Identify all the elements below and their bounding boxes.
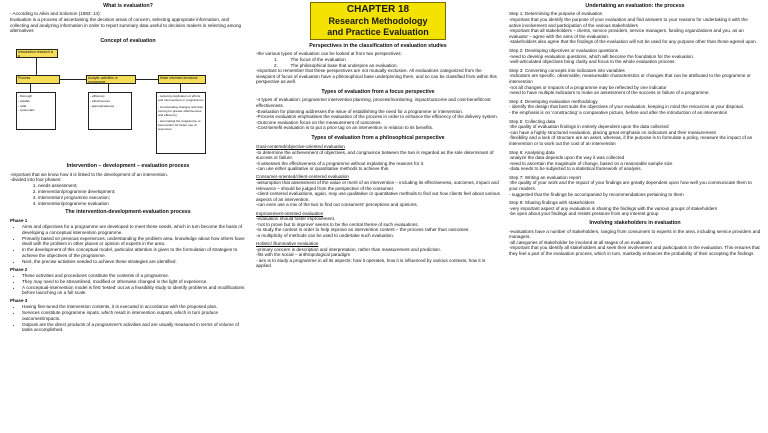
involving-line: -evaluations have a number of stakeholders, ranging from consumers to experts in the area, including service providers and managers. — [509, 228, 761, 240]
perspectives-intro: -the various types of evaluation can be looked at from two perspectives: — [256, 51, 402, 57]
improvement-line: -evaluation should foster improvement. — [256, 216, 336, 222]
focus-line: -Cost-benefit evaluation is to put a price tag on an intervention in relation to its benefits. — [256, 125, 434, 131]
decisions-item: - incorporating changes and then turning for greater effectiveness and efficiency — [158, 104, 204, 117]
improvement-line: -to study the context in order to help improve an intervention content – the process rather than outcomes. — [256, 227, 470, 233]
step-block — [509, 200, 761, 217]
activities-item: - appropriateness — [90, 103, 115, 108]
intervention-line: -divided into four phases: — [10, 177, 62, 183]
focus-line: -Process evaluation emphasises the evaluation of the process in order to enhance the efficiency of the delivery system. — [256, 114, 498, 120]
decisions-item: - reducing duplication of efforts and interventions or programmes — [158, 94, 204, 103]
phase1-title: Phase 1 — [10, 218, 28, 224]
idep-heading: The intervention-development-evaluation process — [65, 209, 191, 216]
diagram-process-list — [16, 92, 56, 130]
step-line: - the emphasis is on 'constructing' a comparative picture, before and after the introduction of an intervention — [509, 109, 728, 115]
step-block — [509, 175, 761, 197]
involving-line: -important that you identify all stakeholders and seek their involvement and participation in the evaluation. This ensures that they feel a part of the evaluation process, which in turn, markedly enhances the probability of their accepting the findings — [509, 245, 760, 256]
diagram-decisions-list — [156, 92, 206, 154]
decisions-item: - terminating the programme or intervention for better use of resources — [158, 119, 201, 132]
step-line: -indicators are specific, observable, measureable characteristics or changes that can be attributed to the programme or intervention — [509, 73, 751, 84]
step-block — [509, 11, 761, 45]
activities-item: - efficiency — [90, 94, 105, 99]
holistic-line: -fits with the social – anthropological paradigm — [256, 252, 351, 258]
chapter-number: CHAPTER 18 — [346, 4, 410, 16]
involving-heading: Involving stakeholders in evaluation — [589, 220, 681, 227]
improvement-line: -a multiplicity of methods can be used to undertake such evaluation. — [256, 232, 395, 238]
perspectives-note: -important to remember that these perspectives are not mutually exclusive. All evaluations categorized from the viewpoint of focus of evaluation have a philosophical base underpinning them, and so can be classified from within this perspective as well. — [256, 68, 497, 85]
philosophical-heading: Types of evaluation from a philosophical perspective — [311, 135, 445, 142]
process-item: - valid — [18, 103, 27, 108]
step-line: -the quality of your work and the impact of your findings are greatly dependent upon how well you communicate them to your readers. — [509, 180, 752, 192]
phase2-item: • They may need to be streamlined, modified or otherwise changed in the light of experience. — [22, 279, 246, 285]
phase1-item: • Next, the precise activities needed to achieve these strategies are identified. — [22, 259, 246, 265]
step-line: -need to develop evaluation questions, which will become the foundation for the evaluation. — [509, 53, 695, 59]
phase2-item: • A conceptual-intervention model is first 'tested' out as a feasibility study to identify problems and modifications before launching on a full scale. — [22, 285, 246, 296]
step-block — [509, 150, 761, 172]
focus-line: -Evaluation for planning addresses the issue of establishing the need for a programme or intervention. — [256, 108, 464, 114]
phase3-item: • Outputs are the direct products of a programme's activities and are usually measured in terms of volume of tasks accomplished. — [22, 322, 246, 333]
process-item: - thorough — [18, 94, 33, 99]
step-line: -well-articulated objectives bring clarity and focus to the whole evaluation process. — [509, 59, 676, 65]
step-line: -important that you identify the purpose of your evaluation and find answers to your reasons for undertaking it with the active involvement and participation of the various stakeholders — [509, 17, 748, 28]
step-line: - identify the design that best suits the objectives of your evaluation, keeping in mind the resources at your disposal. — [509, 104, 744, 110]
process-item: - systematic — [18, 108, 35, 113]
phase-item: 4. intervention/programme evaluation — [38, 201, 246, 207]
phase-item: 1. needs assessment; — [38, 183, 246, 189]
step-line: -data needs to be subjected to a statistical framework of analysis. — [509, 166, 642, 172]
step-line: -be open about your findings and resists pressure from any interest group — [509, 211, 659, 217]
goal-line: -to determine the achievement of objectives, and congruence between the two is regarded as the sole determinant of success or failure. — [256, 149, 494, 161]
improvement-line: -'not to prove but to improve' seems to be the central theme of such evaluations. — [256, 221, 419, 227]
perspectives-item: 2. The philosophical base that underpins an evaluation. — [274, 62, 398, 68]
phase3-list — [10, 304, 246, 333]
process-item: - reliable — [18, 98, 30, 103]
perspectives-item: 1. The focus of the evaluation — [274, 57, 346, 63]
holistic-line: -primary concern is description and interpretation, rather than measurement and prediction. — [256, 246, 442, 252]
holistic-title: Holistic/ illuminative evaluation — [256, 240, 319, 246]
concept-diagram — [16, 47, 206, 159]
step-line: -need to ascertain the magnitude of change, based on a reasonable sample size — [509, 160, 673, 166]
focus-heading: Types of evaluation from a focus perspective — [321, 89, 435, 96]
phase1-list — [10, 224, 246, 264]
step-title: Step 6: Analysing data — [509, 149, 555, 155]
step-line: -need to have multiple indicators to make an assessment of the success or failure of a programme. — [509, 90, 710, 96]
phase1-item: • In the development of this conceptual model, particular attention is given to the formulation of strategies to achieve the objectives of the programme. — [22, 247, 246, 258]
what-heading: What is evaluation? — [103, 3, 153, 9]
step-title: Step 1: Determining the purpose of evaluation — [509, 11, 603, 17]
focus-line: -4 types of evaluation: programme/ intervention planning, process/monitoring, impact/outcome and cost-benefit/cost effectiveness. — [256, 97, 491, 109]
activities-item: - effectiveness — [90, 98, 110, 103]
what-line: Evaluation is a process of ascertaining the decision areas of concern, selecting appropriate information, and collecting and analyzing information in order to report summary data useful to decision makers in selecting among alternatives — [10, 17, 242, 34]
consumer-line: -can even use a mix of the two to find out consumers' perceptions and opinions. — [256, 202, 419, 208]
step-title: Step 8: Sharing findings with stakeholders — [509, 200, 595, 206]
process-heading: Undertaking an evaluation: the process — [585, 3, 685, 9]
chapter-title-line: Research Methodology — [328, 15, 428, 26]
step-line: -very important aspect of any evaluation is sharing the findings with the various groups of stakeholders — [509, 205, 718, 211]
intervention-heading: Intervention – development – evaluation process — [66, 163, 190, 170]
phase3-item: • Services constitute programme inputs, which result in intervention outputs, which in turn produce outcomes/impacts. — [22, 310, 246, 321]
step-line: -the quality of evaluation findings in entirely dependent upon the data collected — [509, 124, 669, 130]
diagram-activities-box: Analytic activities or programme — [86, 75, 136, 84]
phase-item: 3. intervention/ programme execution; — [38, 195, 246, 201]
step-title: Step 7: Writing an evaluation report — [509, 174, 581, 180]
step-block — [509, 119, 761, 147]
step-title: Step 5: Collecting data — [509, 118, 556, 124]
phase1-item: • Primarily based on previous experiences, understanding the problem area, knowledge about how others have dealt with the problem in other places or opinion of experts in the area. — [22, 236, 246, 247]
step-line: -important that all stakeholders – clients, service providers, service managers, funding organizations and you, as an evaluator – agree with the aims of the evaluation. — [509, 28, 744, 39]
phase-list — [10, 183, 246, 206]
phase-item: 2. intervention/programme development; — [38, 189, 246, 195]
middle-column — [256, 2, 500, 431]
diagram-process-box: Process — [16, 75, 60, 84]
step-block — [509, 48, 761, 65]
phase2-title: Phase 2 — [10, 266, 28, 272]
diagram-activities-list — [88, 92, 132, 130]
left-column — [10, 2, 246, 431]
consumer-title: Consumer-oriented/client-centered evaluation — [256, 174, 349, 180]
step-line: -analyze the data depends upon the way it was collected — [509, 155, 625, 161]
goal-line: -it assesses the effectiveness of a programme without explaining the reasons for it. — [256, 160, 425, 166]
focus-line: -Outcome evaluation focus on the measurement of outcomes. — [256, 119, 382, 125]
consumer-line: -assumption that assessment of the value or merit of an intervention – including its effectiveness, outcomes, impact and relevance – should be judged from the perspective of the consumer. — [256, 180, 499, 191]
holistic-line: - aim is to study a programme in all its aspects: how it operates, how it is influenced by various contexts, how it is applied. — [256, 257, 486, 269]
step-line: -flexibility and a lack of structure are an asset, whereas, if the purpose is to formulate a policy, measure the impact of an intervention or to work out the cost of an intervention — [509, 135, 753, 146]
right-column — [509, 2, 761, 431]
phase1-item: • Aims and objectives for a programme are developed to meet these needs, which in turn become the basis of developing a conceptual intervention programme. — [22, 224, 246, 235]
phase3-title: Phase 3 — [10, 298, 28, 304]
step-title: Step 4: Developing evaluation methodology — [509, 98, 598, 104]
chapter-title-box — [310, 2, 446, 40]
goal-title: Goal-centered/objective-oriented evaluation — [256, 143, 345, 149]
phase2-item: • These activities and procedures constitute the contents of a programme. — [22, 273, 246, 279]
step-line: -stakeholders also agree that the findings of the evaluation will not be used for any purpose other than those agreed upon. — [509, 39, 757, 45]
consumer-line: -client-centered evaluations, again, may use qualitative or quantitative methods to find out how clients feel about various aspects of an intervention. — [256, 191, 500, 202]
goal-line: -can use either qualitative or quantitative methods to achieve this. — [256, 166, 390, 172]
phase3-item: • Having fine-tuned the intervention contents, it is executed in accordance with the proposed plan. — [22, 304, 246, 310]
step-line: - suggested that the findings be accompanied by recommendations pertaining to them — [509, 191, 684, 197]
what-line: - According to Aikin and Solomon (1983: 14): — [10, 11, 101, 17]
improvement-title: Improvement-oriented evaluation — [256, 210, 324, 216]
concept-heading: Concept of evaluation — [100, 37, 156, 44]
step-line: -not all changes or impacts of a programme may be reflected by one indicator — [509, 84, 667, 90]
diagram-intro-box: Introduction research is a — [16, 49, 58, 58]
step-title: Step 2: Developing objectives or evaluation questions — [509, 48, 619, 54]
involving-line: -all categories of stakeholder be involved at all stages of an evaluation — [509, 239, 652, 245]
intervention-line: -important that we know how it is linked to the development of an intervention. — [10, 171, 169, 177]
step-line: -can have a highly structured evaluation, placing great emphasis on indicators and their measurement — [509, 129, 716, 135]
perspectives-heading: Perspectives in the classification of evaluation studies — [309, 43, 447, 49]
diagram-decisions-box: Make informed decisions — [158, 75, 206, 84]
step-block — [509, 99, 761, 116]
phase2-list — [10, 273, 246, 296]
step-block — [509, 68, 761, 96]
step-title: Step 3: Converting concepts into indicators into variables — [509, 67, 625, 73]
chapter-title-line: and Practice Evaluation — [327, 26, 429, 37]
